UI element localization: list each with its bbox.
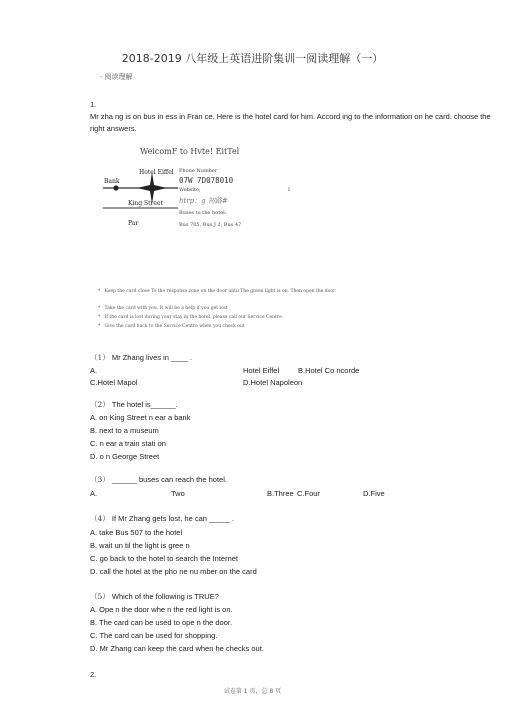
sub-question-1 — [90, 352, 192, 363]
option: D. Mr Zhang can keep the card when he checks out. — [90, 644, 264, 653]
hotel-map — [103, 162, 178, 232]
card-note-text: If the card is lost during your stay in the hotel, please call our Service Centre. — [104, 315, 284, 320]
page-footer: 试卷第 1 页，总 8 页 — [223, 688, 282, 695]
option-a-letter: A. — [90, 366, 98, 375]
question-intro: Mr zha ng is on bus in ess in Fran ce. Here is the hotel card for him. Accord ing to the information on he card. choose the right answers. — [90, 112, 491, 133]
card-note-text: Give the card back to the Service Centre when you check out — [104, 324, 245, 329]
option-d: D.Hotel Napoleon — [243, 378, 303, 387]
sub-question-number: （2） — [90, 400, 110, 409]
option-c: C.Four — [297, 489, 320, 498]
phone-value: 07W 7D078010 — [179, 176, 234, 185]
map-label-bank: Bank — [104, 178, 120, 185]
option-b: B.Hotel Co ncorde — [298, 366, 360, 375]
website-label: Website; — [179, 187, 201, 193]
sub-question-text: ______ buses can reach the hotel. — [111, 475, 227, 484]
page-title: 2018-2019 八年级上英语进阶集训一阅读理解（一） — [121, 52, 384, 65]
sub-question-4 — [90, 513, 234, 524]
sub-question-text: If Mr Zhang gets lost, he can _____ . — [111, 514, 235, 523]
section-heading: · 阅读理解 — [100, 73, 133, 81]
question-number: 2. — [90, 670, 97, 679]
map-label-par: Par — [128, 220, 139, 227]
option: C. go back to the hotel to search the Internet — [90, 554, 239, 563]
option: D. call the hotel at the pho ne nu mber on the card — [90, 567, 257, 576]
sub-question-text: Which of the following is TRUE? — [111, 592, 219, 601]
sub-question-number: （3） — [90, 475, 110, 484]
sub-question-number: （4） — [90, 514, 110, 523]
card-title: WeicomF to Hvte! EitTel — [140, 147, 240, 156]
phone-label: Phone Number — [179, 168, 218, 174]
option-a-text: Hotel Eiffel — [243, 366, 280, 375]
option: A. take Bus 507 to the hotel — [90, 528, 183, 537]
sub-question-2 — [90, 399, 178, 410]
card-note: * Give the card back to the Service Centre when you check out — [98, 324, 245, 329]
map-label-hotel: Hotel Eiffel — [139, 169, 174, 176]
option: C. The card can be used for shopping. — [90, 631, 218, 640]
card-note: * If the card is lost during your stay in the hotel, please call our Service Centre. — [98, 315, 284, 320]
card-note-text: Keep the card close To the response zone on the door until The green light is on. Then open the door. — [104, 289, 337, 294]
sub-question-text: The hotel is______. — [111, 400, 178, 409]
option-d: D.Five — [363, 489, 385, 498]
website-value: htrp：g 初路# — [179, 197, 228, 205]
website-mark: I — [288, 187, 290, 193]
option: D. o n George Street — [90, 452, 160, 461]
option-c: C.Hotel Mapol — [90, 378, 138, 387]
sub-question-number: （5） — [90, 592, 110, 601]
buses-value: Bus 705, Bus J 2, Bus 47 — [179, 222, 242, 228]
sub-question-number: （1） — [90, 353, 110, 362]
sub-question-3 — [90, 474, 227, 485]
bank-marker — [113, 185, 118, 190]
option: A. Ope n the door whe n the red light is on. — [90, 605, 233, 614]
map-label-street: King Street — [128, 200, 163, 207]
option: A. on King Street n ear a bank — [90, 413, 191, 422]
option-b: B.Three — [267, 489, 294, 498]
option-a-text: Two — [171, 489, 185, 498]
card-note: * Take the card with you. It will be a help if you get lost — [98, 306, 228, 311]
buses-label: Buses to the hotel: — [179, 210, 227, 216]
option: B. The card can be used to ope n the door. — [90, 618, 233, 627]
option: B. wait un til the light is gree n — [90, 541, 190, 550]
option: B. next to a museum — [90, 426, 159, 435]
sub-question-text: Mr Zhang lives in ____ . — [111, 353, 192, 362]
sub-question-5 — [90, 591, 219, 602]
question-number: 1. — [90, 100, 97, 109]
card-note-text: Take the card with you. It will be a help if you get lost — [104, 306, 228, 311]
option: C. n ear a train stati on — [90, 439, 166, 448]
card-note: * Keep the card close To the response zone on the door until The green light is on. Then open the door. — [98, 289, 337, 294]
option-a-letter: A. — [90, 489, 98, 498]
